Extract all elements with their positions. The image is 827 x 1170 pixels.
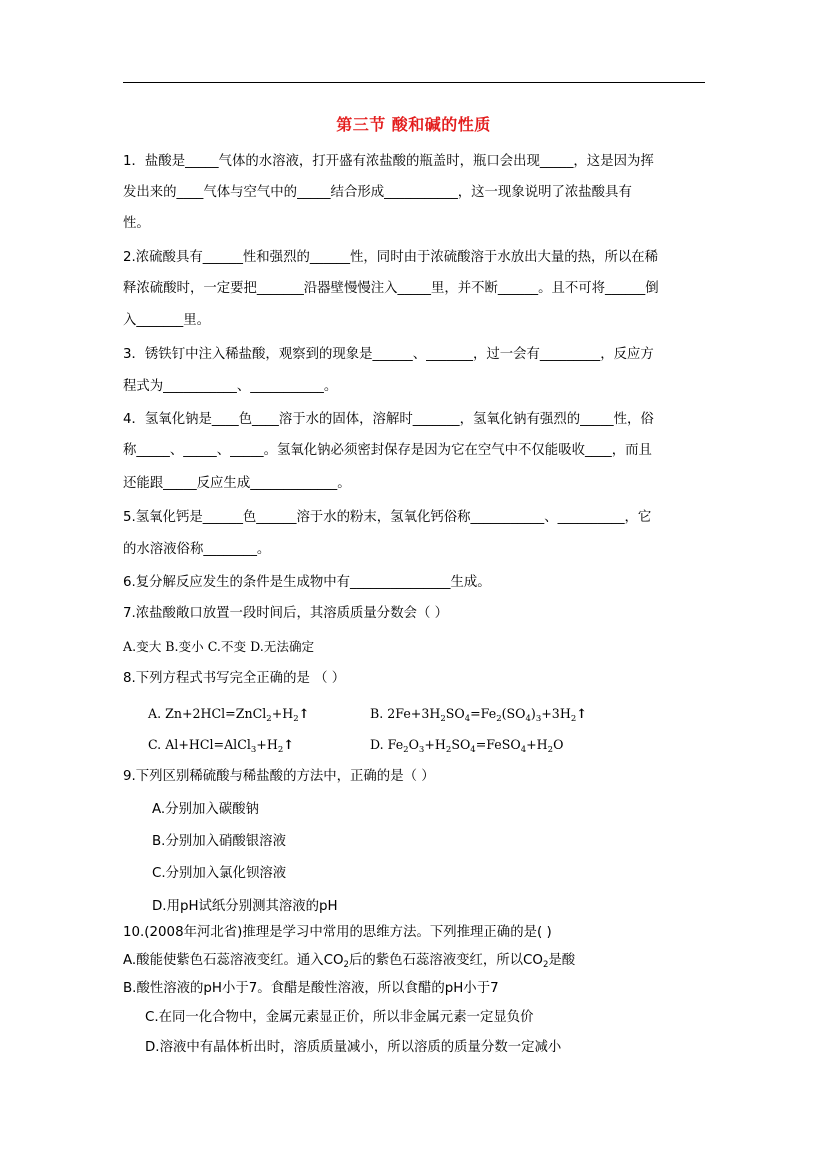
q9-option-b: B.分别加入硝酸银溶液	[152, 834, 286, 849]
q10-option-c: C.在同一化合物中，金属元素显正价，所以非金属元素一定显负价	[145, 1010, 534, 1025]
q7-line: 7.浓盐酸敞口放置一段时间后，其溶质质量分数会（ ）	[123, 606, 449, 621]
q3-line-1: 3．锈铁钉中注入稀盐酸，观察到的现象是______、_______，过一会有_________，反应方	[123, 347, 654, 362]
q10-option-b: B.酸性溶液的pH小于7。食醋是酸性溶液，所以食醋的pH小于7	[123, 981, 499, 996]
q8-option-c: C. $Al+HCl=AlCl_3+H_2↑$	[148, 737, 295, 755]
q2-line-2: 释浓硫酸时，一定要把_______沿器壁慢慢注入_____里，并不断______。且不可将______倒	[123, 281, 659, 296]
q2-line-1: 2.浓硫酸具有______性和强烈的______性，同时由于浓硫酸溶于水放出大量的热，所以在稀	[123, 250, 659, 265]
q7-options: A.变大 B.变小 C.不变 D.无法确定	[123, 639, 315, 654]
q9-option-c: C.分别加入氯化钡溶液	[152, 866, 287, 881]
q2-line-3: 入_______里。	[123, 313, 211, 328]
q10-option-a: A.酸能使紫色石蕊溶液变红。通入$CO_2$后的紫色石蕊溶液变红，所以$CO_2$是酸	[123, 953, 576, 970]
q8-option-d: D. $Fe_2O_3+H_2SO_4=FeSO_4+H_2O$	[370, 737, 564, 755]
q10-option-d: D.溶液中有晶体析出时，溶质质量减小，所以溶质的质量分数一定减小	[145, 1040, 562, 1055]
q8-option-b: B. $2Fe+3H_2SO_4=Fe_2(SO_4)_3+3H_2↑$	[370, 706, 588, 724]
header-rule	[123, 82, 705, 83]
q1-line-2: 发出来的____气体与空气中的_____结合形成___________，这一现象说明了浓盐酸具有	[123, 185, 632, 200]
q4-line-3: 还能跟_____反应生成_____________。	[123, 476, 351, 491]
q9-option-d: D.用pH试纸分别测其溶液的pH	[152, 899, 338, 914]
up-arrow-icon: ↑	[298, 707, 310, 722]
q4-line-2: 称_____、_____、_____。氢氧化钠必须密封保存是因为它在空气中不仅能吸收____，而且	[123, 443, 652, 458]
q8-option-a: A. $Zn+2HCl=ZnCl_2+H_2↑$	[148, 706, 310, 724]
section-title: 第三节 酸和碱的性质	[336, 115, 491, 134]
up-arrow-icon: ↑	[283, 738, 295, 753]
q5-line-1: 5.氢氧化钙是______色______溶于水的粉末，氢氧化钙俗称___________、__________，它	[123, 510, 652, 525]
up-arrow-icon: ↑	[576, 707, 588, 722]
q1-line-1: 1．盐酸是_____气体的水溶液，打开盛有浓盐酸的瓶盖时，瓶口会出现_____，这是因为挥	[123, 154, 654, 169]
q5-line-2: 的水溶液俗称________。	[123, 542, 271, 557]
q6-line: 6.复分解反应发生的条件是生成物中有_______________生成。	[123, 575, 491, 590]
q4-line-1: 4．氢氧化钠是____色____溶于水的固体，溶解时_______，氢氧化钠有强烈的_____性，俗	[123, 412, 654, 427]
q9-line: 9.下列区别稀硫酸与稀盐酸的方法中，正确的是（ ）	[123, 769, 435, 784]
q9-option-a: A.分别加入碳酸钠	[152, 802, 259, 817]
q3-line-2: 程式为___________、___________。	[123, 379, 338, 394]
q1-line-3: 性。	[123, 216, 150, 231]
q10-line: 10.(2008年河北省)推理是学习中常用的思维方法。下列推理正确的是( )	[123, 925, 552, 940]
q8-line: 8.下列方程式书写完全正确的是 （ ）	[123, 671, 346, 686]
